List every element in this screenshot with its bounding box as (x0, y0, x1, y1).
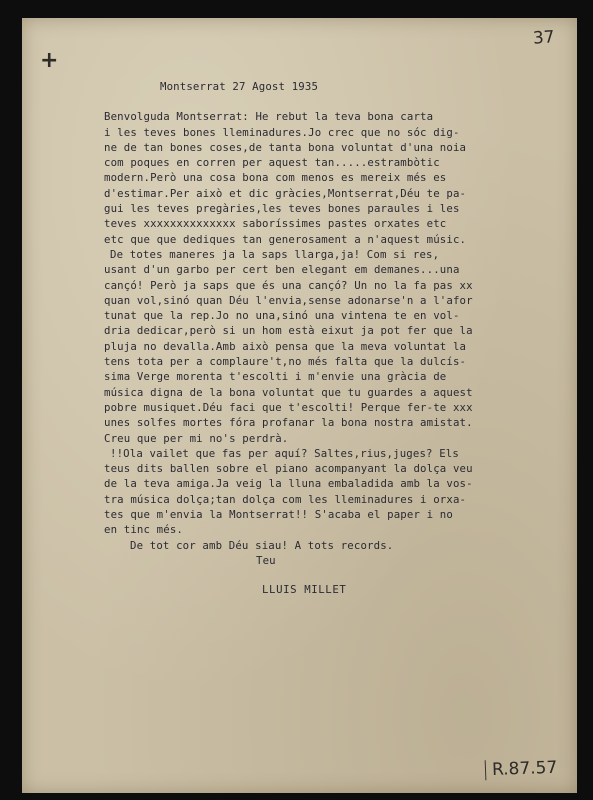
body-line: pluja no devalla.Amb això pensa que la meva voluntat la (104, 339, 467, 353)
body-line: tra música dolça;tan dolça com les lleminadures i orxa- (104, 492, 467, 506)
dateline: Montserrat 27 Agost 1935 (160, 80, 319, 93)
body-line: tes que m'envia la Montserrat!! S'acaba el paper i no (104, 508, 453, 522)
body-line: usant d'un garbo per cert ben elegant em demanes...una (104, 263, 460, 277)
body-line: Benvolguda Montserrat: He rebut la teva bona carta (104, 110, 434, 124)
body-line: sima Verge morenta t'escolti i m'envie una gràcia de (104, 370, 447, 384)
body-line: gui les teves pregàries,les teves bones paraules i les (104, 202, 460, 216)
signature: LLUIS MILLET (262, 583, 347, 597)
letter-text (94, 79, 574, 598)
archive-reference: R.87.57 (484, 758, 557, 781)
closing-line: De tot cor amb Déu siau! A tots records. (130, 538, 394, 552)
body-line: teus dits ballen sobre el piano acompanyant la dolça veu (104, 462, 473, 476)
body-line: de la teva amiga.Ja veig la lluna embaladida amb la vos- (104, 477, 473, 491)
body-line: i les teves bones lleminadures.Jo crec que no sóc dig- (104, 125, 460, 139)
body-line: tunat que la rep.Jo no una,sinó una vintena te en vol- (104, 309, 460, 323)
body-line: ne de tan bones coses,de tanta bona voluntat d'una noia (104, 140, 467, 154)
body-line: música digna de la bona voluntat que tu guardes a aquest (104, 385, 473, 399)
body-line: etc que que dediques tan generosament a n'aquest músic. (104, 232, 467, 246)
body-line: pobre musiquet.Déu faci que t'escolti! Perque fer-te xxx (104, 400, 473, 414)
body-line: tens tota per a complaure't,no més falta que la dulcís- (104, 355, 467, 369)
body-line: en tinc més. (104, 523, 184, 537)
letter-page (22, 18, 577, 793)
body-line: cançó! Però ja saps que és una cançó? Un no la fa pas xx (104, 278, 473, 292)
body-line: modern.Però una cosa bona com menos es mereix més es (104, 171, 447, 185)
body-line: De totes maneres ja la saps llarga,ja! Com si res, (110, 247, 440, 261)
body-line: !!Ola vailet que fas per aquí? Saltes,rius,juges? Els (110, 446, 459, 460)
body-line: dria dedicar,però si un hom està eixut ja pot fer que la (104, 324, 473, 338)
body-line: quan vol,sinó quan Déu l'envia,sense adonarse'n a l'afor (104, 293, 473, 307)
body-line: com poques en corren per aquest tan.....estrambòtic (104, 156, 440, 170)
letter-body (104, 109, 574, 537)
page-number: 37 (532, 27, 556, 49)
body-line: d'estimar.Per això et dic gràcies,Montserrat,Déu te pa- (104, 186, 467, 200)
corner-cross-mark: + (40, 48, 59, 73)
valediction: Teu (256, 553, 276, 567)
body-line: Creu que per mi no's perdrà. (104, 431, 289, 445)
body-line: teves xxxxxxxxxxxxxx saboríssimes pastes orxates etc (104, 217, 447, 231)
body-line: unes solfes mortes fóra profanar la bona nostra amistat. (104, 416, 473, 430)
